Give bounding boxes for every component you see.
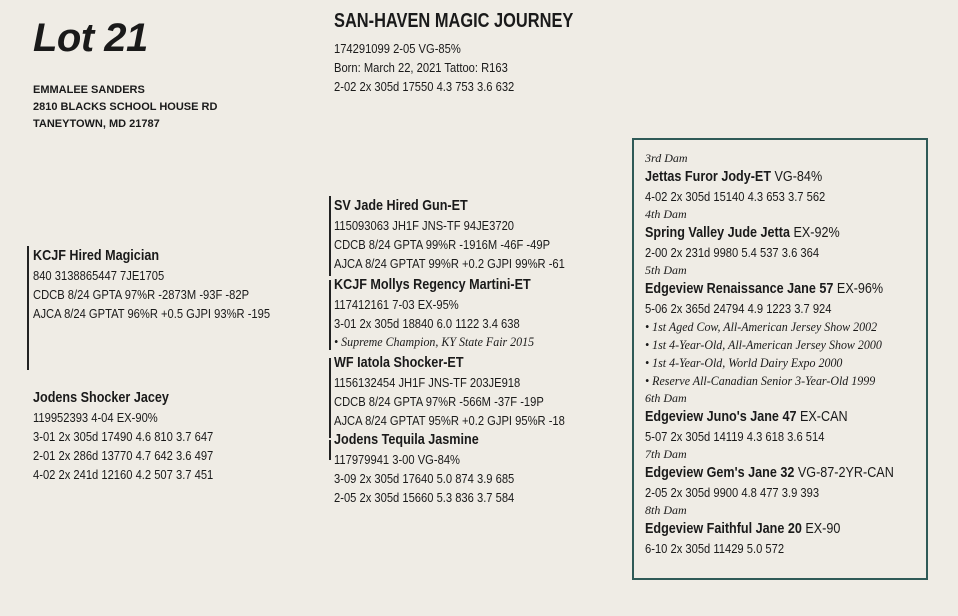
subject-record-line: 2-02 2x 305d 17550 4.3 753 3.6 632 bbox=[334, 79, 515, 94]
generation-label: 8th Dam bbox=[645, 503, 687, 517]
subject-birth-line: Born: March 22, 2021 Tattoo: R163 bbox=[334, 60, 508, 75]
dam-entry-name: Edgeview Faithful Jane 20 EX-90 bbox=[645, 520, 841, 537]
dam-entry-name: Spring Valley Jude Jetta EX-92% bbox=[645, 224, 840, 241]
dam-entry-name: Jettas Furor Jody-ET VG-84% bbox=[645, 168, 823, 185]
owner-name: EMMALEE SANDERS bbox=[33, 84, 145, 96]
sire-name: KCJF Hired Magician bbox=[33, 247, 160, 264]
generation-label: 7th Dam bbox=[645, 447, 687, 461]
dam-dam-bracket bbox=[329, 440, 331, 460]
dam-sire-id: 1156132454 JH1F JNS-TF 203JE918 bbox=[334, 375, 521, 390]
dam-name: Jodens Shocker Jacey bbox=[33, 389, 169, 406]
award-note: • 1st 4-Year-Old, All-American Jersey Show 2000 bbox=[645, 337, 882, 352]
dam-entry-name: Edgeview Renaissance Jane 57 EX-96% bbox=[645, 280, 884, 297]
dam-dam-id: 117979941 3-00 VG-84% bbox=[334, 452, 460, 467]
dam-entry-record: 2-00 2x 231d 9980 5.4 537 3.6 364 bbox=[645, 245, 820, 260]
sire-dam-name: KCJF Mollys Regency Martini-ET bbox=[334, 276, 531, 293]
sire-ajca: AJCA 8/24 GPTAT 96%R +0.5 GJPI 93%R -195 bbox=[33, 306, 271, 321]
generation-label: 6th Dam bbox=[645, 391, 687, 405]
award-note: • Reserve All-Canadian Senior 3-Year-Old 1999 bbox=[645, 373, 876, 388]
generation-label: 4th Dam bbox=[645, 207, 687, 221]
sire-dam-award: • Supreme Champion, KY State Fair 2015 bbox=[334, 334, 535, 349]
dam-sire-cdcb: CDCB 8/24 GPTA 97%R -566M -37F -19P bbox=[334, 394, 544, 409]
dam-record: 4-02 2x 241d 12160 4.2 507 3.7 451 bbox=[33, 467, 214, 482]
dam-dam-name: Jodens Tequila Jasmine bbox=[334, 431, 479, 448]
subject-animal bbox=[334, 10, 626, 96]
dam-sire-ajca: AJCA 8/24 GPTAT 95%R +0.2 GJPI 95%R -18 bbox=[334, 413, 565, 428]
dam-record: 2-01 2x 286d 13770 4.7 642 3.6 497 bbox=[33, 448, 214, 463]
dam-entry-name: Edgeview Juno's Jane 47 EX-CAN bbox=[645, 408, 848, 425]
sire-cdcb: CDCB 8/24 GPTA 97%R -2873M -93F -82P bbox=[33, 287, 250, 302]
dam-entry-record: 5-06 2x 365d 24794 4.9 1223 3.7 924 bbox=[645, 301, 832, 316]
award-note: • 1st 4-Year-Old, World Dairy Expo 2000 bbox=[645, 355, 843, 370]
sire-block bbox=[33, 246, 333, 323]
grandparents-block bbox=[334, 196, 602, 507]
dam-block bbox=[33, 388, 243, 484]
consignor bbox=[33, 82, 217, 133]
dam-entry-record: 6-10 2x 305d 11429 5.0 572 bbox=[645, 541, 785, 556]
dam-sire-bracket bbox=[329, 358, 331, 438]
sire-sire-name: SV Jade Hired Gun-ET bbox=[334, 197, 468, 214]
sire-id: 840 3138865447 7JE1705 bbox=[33, 268, 165, 283]
dam-entry-name: Edgeview Gem's Jane 32 VG-87-2YR-CAN bbox=[645, 464, 894, 481]
dam-dam-record: 3-09 2x 305d 17640 5.0 874 3.9 685 bbox=[334, 471, 515, 486]
dam-sire-name: WF Iatola Shocker-ET bbox=[334, 354, 464, 371]
dam-entry-record: 5-07 2x 305d 14119 4.3 618 3.6 514 bbox=[645, 429, 825, 444]
sire-sire-ajca: AJCA 8/24 GPTAT 99%R +0.2 GJPI 99%R -61 bbox=[334, 256, 565, 271]
subject-id-line: 174291099 2-05 VG-85% bbox=[334, 41, 461, 56]
dam-dam-record: 2-05 2x 305d 15660 5.3 836 3.7 584 bbox=[334, 490, 515, 505]
generation-label: 3rd Dam bbox=[645, 151, 688, 165]
award-note: • 1st Aged Cow, All-American Jersey Show 2002 bbox=[645, 319, 878, 334]
sire-sire-cdcb: CDCB 8/24 GPTA 99%R -1916M -46F -49P bbox=[334, 237, 551, 252]
sire-dam-id: 117412161 7-03 EX-95% bbox=[334, 297, 459, 312]
owner-city: TANEYTOWN, MD 21787 bbox=[33, 118, 160, 130]
subject-name: SAN-HAVEN MAGIC JOURNEY bbox=[334, 10, 574, 32]
sire-dam-record: 3-01 2x 305d 18840 6.0 1122 3.4 638 bbox=[334, 316, 520, 331]
lot-number: Lot 21 bbox=[33, 16, 148, 60]
generation-label: 5th Dam bbox=[645, 263, 687, 277]
dam-id: 119952393 4-04 EX-90% bbox=[33, 410, 158, 425]
dam-entry-record: 4-02 2x 305d 15140 4.3 653 3.7 562 bbox=[645, 189, 826, 204]
sire-sire-id: 115093063 JH1F JNS-TF 94JE3720 bbox=[334, 218, 515, 233]
maternal-line-content bbox=[645, 150, 941, 558]
dam-record: 3-01 2x 305d 17490 4.6 810 3.7 647 bbox=[33, 429, 214, 444]
owner-address: 2810 BLACKS SCHOOL HOUSE RD bbox=[33, 101, 218, 113]
dam-entry-record: 2-05 2x 305d 9900 4.8 477 3.9 393 bbox=[645, 485, 820, 500]
sire-bracket bbox=[27, 246, 29, 370]
